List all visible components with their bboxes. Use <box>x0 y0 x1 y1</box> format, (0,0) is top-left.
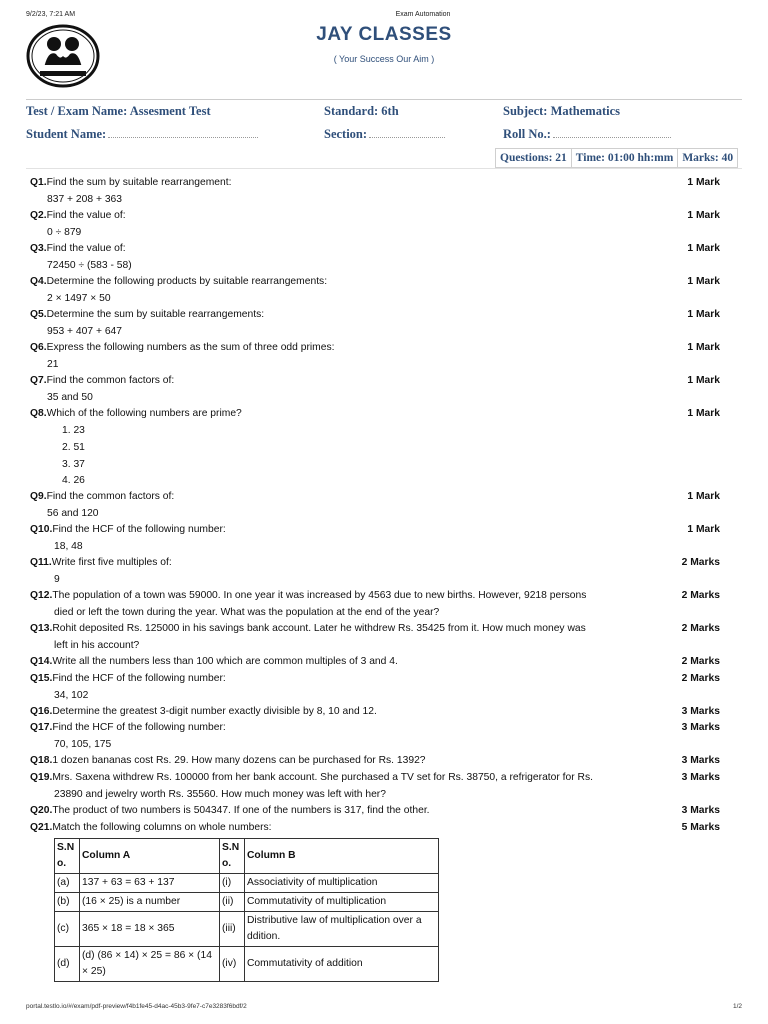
question-text <box>30 671 630 688</box>
question-marks: 3 Marks <box>681 805 720 816</box>
question-number: Q1. <box>30 177 47 188</box>
question-body: Find the common factors of: <box>46 491 175 502</box>
question-number: Q12. <box>30 590 53 601</box>
question-marks: 1 Mark <box>687 408 720 419</box>
question-number: Q13. <box>30 623 53 634</box>
question-marks: 3 Marks <box>681 722 720 733</box>
question-body: Write first five multiples of: <box>51 557 172 568</box>
question-number: Q2. <box>30 210 47 221</box>
question-number: Q7. <box>30 375 47 386</box>
option-item: 2. 51 <box>62 442 85 453</box>
question-body: Mrs. Saxena withdrew Rs. 100000 from her bank account. She purchased a TV set for Rs. 38750, a refrigerator for Rs. <box>52 772 593 783</box>
question-text <box>30 720 630 737</box>
question-count: Questions: 21 <box>496 149 572 167</box>
question-number: Q5. <box>30 309 47 320</box>
question-marks: 3 Marks <box>681 706 720 717</box>
question-number: Q16. <box>30 706 53 717</box>
question-text <box>30 522 630 539</box>
question-body: Determine the sum by suitable rearrangements: <box>46 309 265 320</box>
page-number: 1/2 <box>732 1003 742 1010</box>
section-label: Section: <box>324 127 368 141</box>
option-item: 1. 23 <box>62 425 85 436</box>
match-table-wrap <box>54 838 439 982</box>
page-url: portal.testlo.io/#/exam/pdf-preview/f4b1fe45-d4ac-45b3-9fe7-c7e3283f6bdf/2 <box>26 1003 247 1010</box>
question-body: Express the following numbers as the sum of three odd primes: <box>46 342 335 353</box>
question-number: Q17. <box>30 722 53 733</box>
app-title: Exam Automation <box>395 11 451 18</box>
table-row <box>55 912 439 947</box>
question-number: Q20. <box>30 805 53 816</box>
question-body: Find the HCF of the following number: <box>52 673 226 684</box>
question-text <box>30 406 630 423</box>
table-cell: (iv) <box>220 947 245 982</box>
question-text <box>30 274 630 291</box>
question-body: 1 dozen bananas cost Rs. 29. How many dozens can be purchased for Rs. 1392? <box>52 755 426 766</box>
question-number: Q21. <box>30 822 53 833</box>
question-text <box>30 175 630 192</box>
question-expression: 0 ÷ 879 <box>47 227 82 238</box>
question-marks: 1 Mark <box>687 243 720 254</box>
question-body: Find the common factors of: <box>46 375 175 386</box>
table-cell: (d) <box>55 947 80 982</box>
header-column-a: Column A <box>80 839 220 874</box>
test-name: Test / Exam Name: Assesment Test <box>26 104 211 118</box>
question-expression: 9 <box>54 574 60 585</box>
question-marks: 1 Mark <box>687 177 720 188</box>
question-number: Q8. <box>30 408 47 419</box>
header-sno-a: S.N o. <box>55 839 80 874</box>
question-text <box>30 753 630 770</box>
question-expression: 2 × 1497 × 50 <box>47 293 111 304</box>
question-number: Q19. <box>30 772 53 783</box>
question-number: Q11. <box>30 557 52 568</box>
question-marks: 2 Marks <box>681 656 720 667</box>
question-body: Find the HCF of the following number: <box>52 722 226 733</box>
question-body: Find the value of: <box>46 243 126 254</box>
question-number: Q3. <box>30 243 47 254</box>
question-marks: 2 Marks <box>681 590 720 601</box>
question-text <box>30 820 630 837</box>
question-expression: 21 <box>47 359 59 370</box>
match-table <box>54 838 439 982</box>
question-marks: 3 Marks <box>681 755 720 766</box>
question-text <box>30 208 630 225</box>
table-cell: (b) <box>55 893 80 912</box>
question-expression: 72450 ÷ (583 - 58) <box>47 260 132 271</box>
question-text-continued: 23890 and jewelry worth Rs. 35560. How much money was left with her? <box>54 789 386 800</box>
table-cell: Commutativity of multiplication <box>245 893 439 912</box>
question-number: Q18. <box>30 755 53 766</box>
table-cell: Distributive law of multiplication over a ddition. <box>245 912 439 947</box>
question-marks: 1 Mark <box>687 276 720 287</box>
question-text <box>30 555 630 572</box>
print-datetime: 9/2/23, 7:21 AM <box>26 11 76 18</box>
question-body: Determine the following products by suitable rearrangements: <box>46 276 328 287</box>
question-expression: 56 and 120 <box>47 508 99 519</box>
question-text <box>30 770 630 787</box>
question-body: Which of the following numbers are prime? <box>46 408 242 419</box>
question-text <box>30 373 630 390</box>
question-marks: 1 Mark <box>687 524 720 535</box>
question-body: Match the following columns on whole numbers: <box>52 822 272 833</box>
question-marks: 5 Marks <box>681 822 720 833</box>
brand-title: JAY CLASSES <box>316 24 452 45</box>
question-body: Find the HCF of the following number: <box>52 524 226 535</box>
question-body: Rohit deposited Rs. 125000 in his savings bank account. Later he withdrew Rs. 35425 from it. How much money was <box>52 623 586 634</box>
question-body: The population of a town was 59000. In one year it was increased by 4563 due to new births. However, 9218 persons <box>52 590 587 601</box>
header-sno-b: S.N o. <box>220 839 245 874</box>
question-marks: 1 Mark <box>687 210 720 221</box>
question-marks: 2 Marks <box>681 557 720 568</box>
table-cell: Associativity of multiplication <box>245 874 439 893</box>
total-marks: Marks: 40 <box>682 152 734 164</box>
table-cell: (d) (86 × 14) × 25 = 86 × (14 × 25) <box>80 947 220 982</box>
question-number: Q9. <box>30 491 47 502</box>
question-marks: 2 Marks <box>681 673 720 684</box>
time-limit: Time: 01:00 hh:mm <box>572 149 679 167</box>
question-text-continued: died or left the town during the year. What was the population at the end of the year? <box>54 607 440 618</box>
question-text <box>30 588 630 605</box>
question-text <box>30 704 630 721</box>
question-expression: 70, 105, 175 <box>54 739 112 750</box>
question-text <box>30 340 630 357</box>
option-item: 3. 37 <box>62 459 85 470</box>
question-expression: 35 and 50 <box>47 392 93 403</box>
table-row <box>55 947 439 982</box>
question-body: Write all the numbers less than 100 which are common multiples of 3 and 4. <box>52 656 398 667</box>
brand-tagline: ( Your Success Our Aim ) <box>333 54 435 64</box>
table-row <box>55 893 439 912</box>
table-cell: 365 × 18 = 18 × 365 <box>80 912 220 947</box>
question-expression: 837 + 208 + 363 <box>47 194 123 205</box>
question-expression: 953 + 407 + 647 <box>47 326 123 337</box>
standard: Standard: 6th <box>324 104 399 118</box>
table-cell: Commutativity of addition <box>245 947 439 982</box>
question-text <box>30 307 630 324</box>
question-text <box>30 803 630 820</box>
question-marks: 2 Marks <box>681 623 720 634</box>
question-text-continued: left in his account? <box>54 640 140 651</box>
student-name-label: Student Name: <box>26 127 107 141</box>
table-cell: (iii) <box>220 912 245 947</box>
question-text <box>30 654 630 671</box>
subject: Subject: Mathematics <box>503 104 620 118</box>
table-cell: 137 + 63 = 63 + 137 <box>80 874 220 893</box>
question-text <box>30 621 630 638</box>
question-marks: 1 Mark <box>687 375 720 386</box>
question-expression: 18, 48 <box>54 541 83 552</box>
option-item: 4. 26 <box>62 475 85 486</box>
question-body: Find the value of: <box>46 210 126 221</box>
match-table-header <box>55 839 439 874</box>
table-cell: (a) <box>55 874 80 893</box>
table-row <box>55 874 439 893</box>
table-cell: (c) <box>55 912 80 947</box>
question-marks: 1 Mark <box>687 342 720 353</box>
question-number: Q15. <box>30 673 53 684</box>
question-number: Q10. <box>30 524 53 535</box>
question-body: Find the sum by suitable rearrangement: <box>46 177 232 188</box>
question-marks: 1 Mark <box>687 491 720 502</box>
question-marks: 1 Mark <box>687 309 720 320</box>
question-text <box>30 489 630 506</box>
table-cell: (ii) <box>220 893 245 912</box>
question-body: The product of two numbers is 504347. If one of the numbers is 317, find the other. <box>52 805 430 816</box>
roll-label: Roll No.: <box>503 127 551 141</box>
header-column-b: Column B <box>245 839 439 874</box>
question-body: Determine the greatest 3-digit number exactly divisible by 8, 10 and 12. <box>52 706 377 717</box>
question-expression: 34, 102 <box>54 690 89 701</box>
question-number: Q6. <box>30 342 47 353</box>
table-cell: (16 × 25) is a number <box>80 893 220 912</box>
question-number: Q4. <box>30 276 47 287</box>
question-number: Q14. <box>30 656 53 667</box>
question-marks: 3 Marks <box>681 772 720 783</box>
table-cell: (i) <box>220 874 245 893</box>
question-text <box>30 241 630 258</box>
